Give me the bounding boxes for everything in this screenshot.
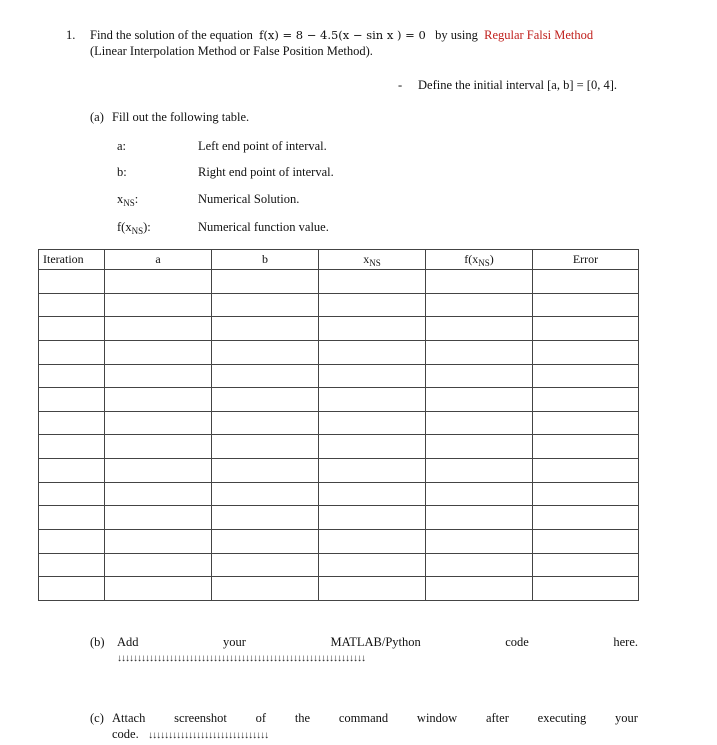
part-c-word: screenshot [174, 711, 227, 725]
header-b: b [212, 250, 319, 270]
problem-equation: f(x) = 8 − 4.5(x − sin x ) = 0 [259, 28, 426, 42]
table-cell[interactable] [212, 388, 319, 412]
table-cell[interactable] [533, 459, 639, 483]
table-cell[interactable] [533, 553, 639, 577]
table-header-row [39, 250, 639, 270]
part-a-instruction: Fill out the following table. [112, 110, 250, 124]
table-row [39, 411, 639, 435]
table-cell[interactable] [105, 435, 212, 459]
part-b-arrows: ↓↓↓↓↓↓↓↓↓↓↓↓↓↓↓↓↓↓↓↓↓↓↓↓↓↓↓↓↓↓↓↓↓↓↓↓↓↓↓↓↓↓↓↓↓↓↓↓↓↓↓↓↓↓↓↓↓↓↓↓↓↓ [117, 653, 365, 664]
table-cell[interactable] [212, 411, 319, 435]
table-row [39, 459, 639, 483]
table-cell[interactable] [319, 411, 426, 435]
part-b-word: here. [613, 635, 638, 649]
table-cell[interactable] [105, 459, 212, 483]
table-cell[interactable] [39, 270, 105, 294]
table-cell[interactable] [533, 270, 639, 294]
table-row [39, 270, 639, 294]
table-cell[interactable] [39, 388, 105, 412]
method-name: Regular Falsi Method [484, 28, 594, 42]
table-cell[interactable] [212, 270, 319, 294]
table-cell[interactable] [39, 435, 105, 459]
part-c-word: executing [537, 711, 587, 725]
table-cell[interactable] [319, 293, 426, 317]
table-cell[interactable] [319, 506, 426, 530]
table-cell[interactable] [212, 553, 319, 577]
part-b-word: Add [117, 635, 139, 649]
table-row [39, 388, 639, 412]
table-cell[interactable] [105, 364, 212, 388]
table-cell[interactable] [212, 459, 319, 483]
table-cell[interactable] [39, 577, 105, 601]
table-cell[interactable] [212, 577, 319, 601]
problem-intro: Find the solution of the equation [90, 28, 253, 42]
table-cell[interactable] [105, 482, 212, 506]
part-b-line [117, 635, 638, 650]
table-row [39, 506, 639, 530]
table-cell[interactable] [105, 317, 212, 341]
part-c-word: your [615, 711, 638, 725]
part-b-word: MATLAB/Python [330, 635, 421, 649]
table-cell[interactable] [212, 340, 319, 364]
table-cell[interactable] [426, 317, 533, 341]
table-cell[interactable] [426, 411, 533, 435]
table-cell[interactable] [212, 364, 319, 388]
table-cell[interactable] [319, 364, 426, 388]
part-b-word: your [223, 635, 246, 649]
header-fxns: $f(x_{NS})$ [426, 250, 533, 270]
table-cell[interactable] [105, 340, 212, 364]
table-row [39, 435, 639, 459]
table-cell[interactable] [533, 482, 639, 506]
header-a: a [105, 250, 212, 270]
part-c-line-2 [112, 727, 268, 742]
table-cell[interactable] [39, 553, 105, 577]
table-row [39, 530, 639, 554]
table-cell[interactable] [319, 340, 426, 364]
problem-by-using: by using [435, 28, 478, 42]
interval-definition: Define the initial interval [a, b] = [0, 4]. [418, 78, 617, 92]
part-b-label: (b) [90, 635, 105, 649]
table-cell[interactable] [319, 317, 426, 341]
problem-number: 1. [66, 28, 76, 42]
table-row [39, 317, 639, 341]
table-cell[interactable] [319, 459, 426, 483]
table-cell[interactable] [319, 388, 426, 412]
table-row [39, 364, 639, 388]
table-cell[interactable] [212, 435, 319, 459]
part-c-word: command [338, 711, 389, 725]
interval-bullet: - [398, 78, 403, 92]
def-desc-fxns: Numerical function value. [198, 220, 329, 234]
part-c-code-word: code. [112, 727, 139, 741]
def-desc-a: Left end point of interval. [198, 139, 327, 153]
table-cell[interactable] [212, 293, 319, 317]
table-cell[interactable] [426, 553, 533, 577]
table-cell[interactable] [319, 482, 426, 506]
table-cell[interactable] [39, 317, 105, 341]
table-cell[interactable] [319, 530, 426, 554]
table-cell[interactable] [105, 270, 212, 294]
table-cell[interactable] [39, 459, 105, 483]
table-cell[interactable] [105, 506, 212, 530]
table-cell[interactable] [426, 577, 533, 601]
def-term-a: a: [117, 139, 127, 153]
problem-line-2: (Linear Interpolation Method or False Position Method). [90, 44, 373, 58]
table-cell[interactable] [39, 340, 105, 364]
table-cell[interactable] [426, 388, 533, 412]
header-iteration: Iteration [39, 250, 105, 270]
table-body [39, 270, 639, 601]
def-term-b: b: [117, 165, 127, 179]
table-cell[interactable] [533, 388, 639, 412]
def-desc-xns: Numerical Solution. [198, 192, 300, 206]
table-cell[interactable] [105, 553, 212, 577]
table-cell[interactable] [533, 364, 639, 388]
table-cell[interactable] [319, 577, 426, 601]
part-c-word: window [416, 711, 458, 725]
table-cell[interactable] [212, 530, 319, 554]
table-cell[interactable] [39, 411, 105, 435]
table-row [39, 482, 639, 506]
def-desc-b: Right end point of interval. [198, 165, 334, 179]
part-c-label: (c) [90, 711, 104, 725]
table-cell[interactable] [426, 506, 533, 530]
table-cell[interactable] [212, 506, 319, 530]
iteration-table [38, 249, 639, 601]
table-cell[interactable] [39, 364, 105, 388]
table-cell[interactable] [319, 553, 426, 577]
table-cell[interactable] [533, 577, 639, 601]
table-cell[interactable] [39, 293, 105, 317]
table-cell[interactable] [426, 435, 533, 459]
table-cell[interactable] [39, 530, 105, 554]
def-term-fxns: $f(x_{NS})$: [117, 220, 151, 236]
table-cell[interactable] [426, 364, 533, 388]
table-cell[interactable] [426, 459, 533, 483]
table-row [39, 553, 639, 577]
part-c-word: the [294, 711, 311, 725]
table-row [39, 340, 639, 364]
table-cell[interactable] [212, 482, 319, 506]
table-cell[interactable] [39, 482, 105, 506]
table-cell[interactable] [533, 435, 639, 459]
table-cell[interactable] [533, 317, 639, 341]
table-cell[interactable] [533, 293, 639, 317]
part-b-word: code [505, 635, 529, 649]
part-c-word: of [255, 711, 267, 725]
part-c-line [112, 711, 638, 726]
def-term-xns: $x_{NS}$: [117, 192, 139, 208]
part-a-label: (a) [90, 110, 104, 124]
part-c-arrows: ↓↓↓↓↓↓↓↓↓↓↓↓↓↓↓↓↓↓↓↓↓↓↓↓↓↓↓↓↓↓ [148, 730, 269, 741]
table-cell[interactable] [319, 435, 426, 459]
table-cell[interactable] [533, 411, 639, 435]
table-cell[interactable] [426, 293, 533, 317]
table-cell[interactable] [105, 411, 212, 435]
header-xns: $x_{NS}$ [319, 250, 426, 270]
table-cell[interactable] [39, 506, 105, 530]
table-cell[interactable] [426, 270, 533, 294]
part-c-word: after [485, 711, 509, 725]
table-cell[interactable] [533, 506, 639, 530]
table-cell[interactable] [105, 388, 212, 412]
table-row [39, 293, 639, 317]
table-cell[interactable] [105, 577, 212, 601]
table-cell[interactable] [533, 530, 639, 554]
table-cell[interactable] [319, 270, 426, 294]
table-cell[interactable] [105, 293, 212, 317]
problem-line-1 [90, 28, 593, 43]
table-cell[interactable] [426, 482, 533, 506]
table-row [39, 577, 639, 601]
table-cell[interactable] [426, 530, 533, 554]
table-cell[interactable] [533, 340, 639, 364]
header-error: Error [533, 250, 639, 270]
table-cell[interactable] [105, 530, 212, 554]
table-cell[interactable] [426, 340, 533, 364]
part-c-word: Attach [112, 711, 146, 725]
table-cell[interactable] [212, 317, 319, 341]
